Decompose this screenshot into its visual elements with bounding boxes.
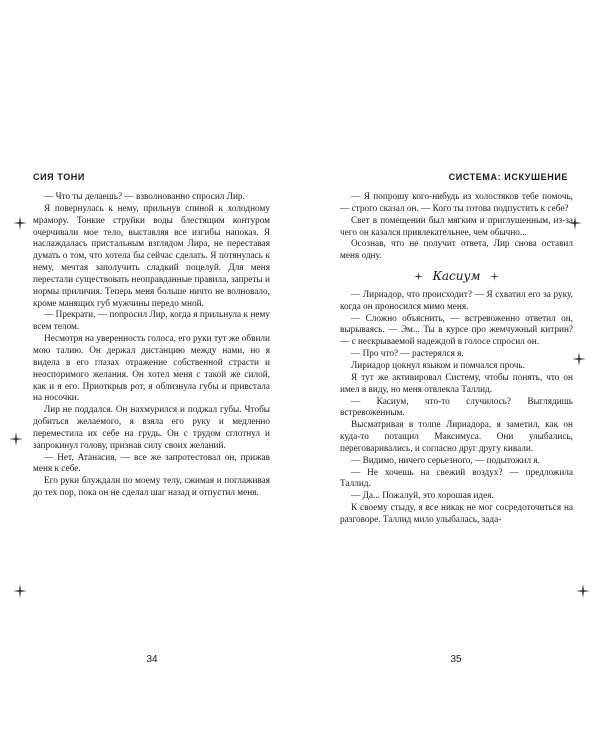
page-number-right: 35 xyxy=(450,654,462,665)
paragraph: — Что ты делаешь? — взволнованно спросил Лир. xyxy=(44,192,245,202)
paragraph: — Я попрошу кого-нибудь из холостяков тебе помочь, — строго сказал он. — Кого ты готова подпустить к себе? xyxy=(340,192,573,214)
page-number-left: 34 xyxy=(146,654,158,665)
paragraph: — Не хочешь на свежий воздух? — предложила Таллид. xyxy=(340,467,573,490)
paragraph: Я тут же активировал Систему, чтобы понять, что он имел в виду, но меня отвлекла Таллид. xyxy=(340,372,573,395)
paragraph: — Видимо, ничего серьезного, — подытожил я. xyxy=(351,455,540,466)
paragraph: К своему стыду, я все никак не мог сосредоточиться на разговоре. Таллид мило улыбалась, зада- xyxy=(340,503,573,525)
sparkle-icon xyxy=(576,584,590,598)
sparkle-icon xyxy=(414,272,423,281)
sparkle-icon xyxy=(572,352,586,366)
sparkle-icon xyxy=(568,216,582,230)
sparkle-icon xyxy=(490,272,499,281)
right-page xyxy=(300,0,600,750)
paragraph: — Лириадор, что происходит? — Я схватил его за руку, когда он проносился мимо меня. xyxy=(340,289,573,312)
running-head-left: СИЯ ТОНИ xyxy=(33,172,85,182)
paragraph: Лир не поддался. Он нахмурился и поджал губы. Чтобы добиться желаемого, я взяла его руку и медленно переместила их себе на грудь. Он с трудом сглотнул и запрокинул голову, признав силу своих желаний. xyxy=(33,405,270,451)
paragraph: Я повернулась к нему, прильнув спиной к холодному мрамору. Тонкие струйки воды блестящим контуром очерчивали мое тело, выставляя все изгибы напоказ. Я наслаждалась пристальным взглядом Лира, не переставая думать о том, что хотела бы сейчас сделать. Я потянулась к нему, мечтая заполучить сладкий поцелуй. Для меня перестали существовать неоправданные правила, запреты и нормы приличия. Теперь меня больше ничто не волновало, кроме манящих губ мужчины передо мной. xyxy=(33,203,270,309)
right-page-body xyxy=(340,192,573,527)
paragraph: — Да... Пожалуй, это хорошая идея. xyxy=(351,491,494,502)
paragraph: Несмотря на уверенность голоса, его руки тут же обвили мою талию. Он держал дистанцию между нами, но я видела в его глазах отражение собственной страсти и неоспоримого желания. Он хотел меня с такой же силой, как и я его. Приоткрыв рот, я облизнула губы и привстала на носочки. xyxy=(33,334,270,404)
paragraph: Высматривая в толпе Лириадора, я заметил, как он куда-то потащил Максимуса. Они улыбались, переговаривались, и согласно друг другу кивали. xyxy=(340,420,573,454)
paragraph: — Касиум, что-то случилось? Выглядишь встревоженным. xyxy=(340,396,573,419)
paragraph: Свет в помещении был мягким и приглушенным, из-за чего он казался привлекательнее, чем обычно... xyxy=(340,215,573,238)
section-heading xyxy=(340,271,573,283)
paragraph: — Нет, Атанасия, — все же запротестовал он, прижав меня к себе. xyxy=(33,452,270,475)
paragraph: Осознав, что не получит ответа, Лир снова оставил меня одну. xyxy=(340,239,573,262)
paragraph: — Про что? — растерялся я. xyxy=(351,349,464,360)
sparkle-icon xyxy=(13,216,27,230)
sparkle-icon xyxy=(13,584,27,598)
running-head-right: СИСТЕМА: ИСКУШЕНИЕ xyxy=(448,172,568,182)
paragraph: Его руки блуждали по моему телу, сжимая и поглаживая до тех пор, пока он не сделал шаг назад и отпустил меня. xyxy=(33,476,270,499)
sparkle-icon xyxy=(9,432,23,446)
left-page-body xyxy=(33,192,270,500)
section-heading-title: Касиум xyxy=(432,269,481,284)
paragraph: — Прекрати, — попросил Лир, когда я прильнула к нему всем телом. xyxy=(33,310,270,333)
paragraph: — Сложно объяснить, — встревоженно ответил он, вырываясь. — Эм... Ты в курсе про жемчужный китрин? — с нескрываемой надеждой в голосе спросил он. xyxy=(340,313,573,348)
paragraph: Лириадор цокнул языком и помчался прочь. xyxy=(351,360,525,371)
